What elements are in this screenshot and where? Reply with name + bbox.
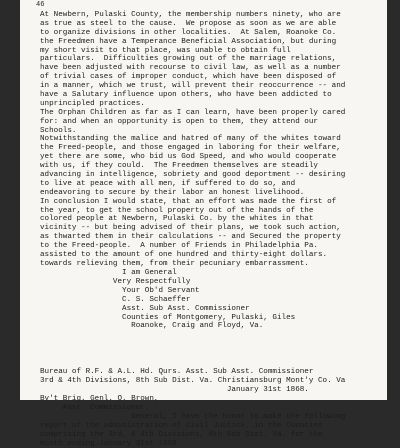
signature-line: Very Respectfully	[40, 277, 191, 286]
signature-line: Roanoke, Craig and Floyd, Va.	[40, 322, 264, 331]
body-text-line: particulars. Difficulties growing out of the marriage relations,	[40, 55, 337, 64]
second-letter-line: comprising the 3rd, & 4th Divisions, 8th Sub Dist. Va. for the	[40, 430, 323, 439]
body-text-line: my short visit to that place, was unable to obtain full	[40, 46, 291, 55]
second-letter-line: Asst. Commissioner.	[40, 403, 150, 412]
body-text-line: Notwithstanding the malice and hatred of many of the whites toward	[40, 135, 341, 144]
body-text-line: In conclusion I would state, that an effort was made the first of	[40, 197, 337, 206]
body-text-line: the year, to get the school property out of the hands of the	[40, 206, 314, 215]
body-text-line: to live at peace with all men, if suffered to do so, and	[40, 179, 296, 188]
body-text-line: to organize divisions in other localities. At Salem, Roanoke Co.	[40, 28, 337, 37]
body-text-line: advancing in intelligence, sobriety and good deportment -- desiring	[40, 171, 346, 180]
second-letter-line: General, I have the honor to make the following	[40, 412, 346, 421]
second-letter-line: Bv't Brig. Genl. O. Brown,	[40, 395, 159, 404]
body-text-line: endeavoring to secure by their labor an honest livelihood.	[40, 188, 305, 197]
signature-line: C. S. Schaeffer	[40, 295, 191, 304]
signature-line: Your Ob'd Servant	[40, 286, 200, 295]
body-text-line: At Newbern, Pulaski County, the membership numbers ninety, who are	[40, 11, 341, 19]
signature-line: I am General	[40, 269, 177, 278]
body-text-line: in a manner, which we trust, will prevent their reoccurrence -- and	[40, 82, 346, 91]
second-letter-line: month ending January 31st 1868.	[40, 439, 182, 448]
body-text-line: yet there are some, who bid us God Speed, and who would cooperate	[40, 153, 337, 162]
body-text-line: of trivial cases of improper conduct, which have been disposed of	[40, 73, 337, 82]
second-letter-line: Bureau of R.F. & A.L. Hd. Qurs. Asst. Sub Asst. Commissioner	[40, 368, 314, 377]
body-text-line: have a Salutary influence upon others, who have been addicted to	[40, 91, 332, 100]
body-text-line: as thwarted them in their calculations -- and Secured the property	[40, 233, 341, 242]
letter-body	[40, 11, 385, 269]
body-text-line: assisted to the amount of one hundred and thirty-eight dollars.	[40, 251, 328, 260]
page-number: 46	[36, 1, 45, 9]
body-text-line: to the Freed-people. A number of Friends in Philadelphia Pa.	[40, 242, 318, 251]
signature-line: Counties of Montgomery, Pulaski, Giles	[40, 313, 296, 322]
document-page	[20, 0, 387, 448]
second-letter-line: 3rd & 4th Divisions, 8th Sub Dist. Va. Christiansburg Mont'y Co. Va	[40, 377, 346, 386]
second-letter-line: report of the administration of Civil Justice, in the Counties	[40, 421, 323, 430]
body-text-line: Schools.	[40, 126, 77, 135]
body-text-line: vicinity -- but being advised of their plans, we took such action,	[40, 224, 341, 233]
body-text-line: with us, if they could. The Freedmen themselves are steadily	[40, 162, 318, 171]
body-text-line: towards relieving them, from their pecuniary embarrassment.	[40, 259, 309, 268]
body-text-line: unprincipled practices.	[40, 99, 145, 108]
body-text-line: the Freedmen have a Temperance Beneficial Association, but during	[40, 37, 337, 46]
body-text-line: the Freed-people, and those engaged in laboring for their welfare,	[40, 144, 341, 153]
body-text-line: have been adjusted with recourse to civil law, as well as a number	[40, 64, 341, 73]
second-letter	[40, 368, 385, 448]
body-text-line: as true as steel to the cause. We propose as soon as we are able	[40, 19, 337, 28]
second-letter-line: January 31st 1868.	[40, 386, 309, 395]
body-text-line: colored people at Newbern, Pulaski Co. by the whites in that	[40, 215, 314, 224]
letter-signoff	[40, 269, 385, 331]
body-text-line: The Orphan Children as far as I can learn, have been properly cared	[40, 108, 346, 117]
body-text-line: for: and when an opportunity is open to them, they attend our	[40, 117, 318, 126]
signature-line: Asst. Sub Asst. Commissioner	[40, 304, 250, 313]
